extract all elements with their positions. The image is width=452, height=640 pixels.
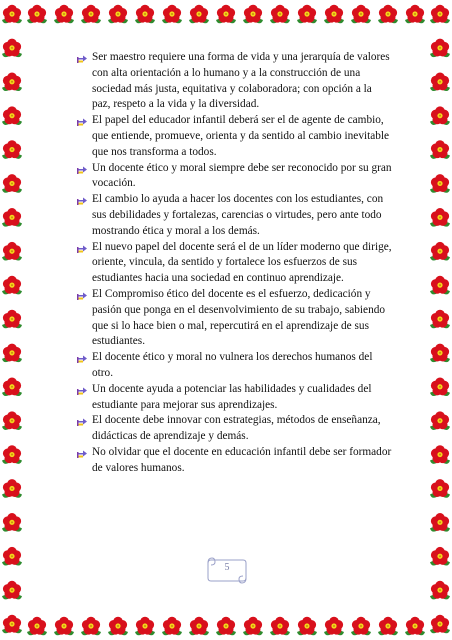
- flower-icon: [162, 617, 182, 636]
- flower-icon: [405, 617, 425, 636]
- flower-icon: [2, 106, 22, 125]
- flower-icon: [81, 617, 101, 636]
- flower-icon: [324, 5, 344, 24]
- flower-icon: [27, 617, 47, 636]
- flower-icon: [108, 5, 128, 24]
- flower-icon: [430, 581, 450, 600]
- flower-icon: [2, 310, 22, 329]
- flower-icon: [2, 276, 22, 295]
- flower-icon: [27, 5, 47, 24]
- flower-icon: [2, 479, 22, 498]
- flower-icon: [2, 39, 22, 58]
- flower-icon: [430, 479, 450, 498]
- bullet-item: [80, 350, 392, 382]
- flower-icon: [430, 310, 450, 329]
- page-number: 5: [224, 562, 230, 573]
- bullet-item: [80, 113, 392, 160]
- flower-icon: [430, 344, 450, 363]
- flower-icon: [430, 513, 450, 532]
- hand-pointer-icon: [77, 289, 89, 301]
- flower-icon: [351, 617, 371, 636]
- flower-icon: [135, 5, 155, 24]
- flower-icon: [430, 140, 450, 159]
- flower-icon: [216, 617, 236, 636]
- flower-icon: [135, 617, 155, 636]
- hand-pointer-icon: [77, 447, 89, 459]
- flower-icon: [430, 377, 450, 396]
- flower-icon: [2, 445, 22, 464]
- flower-icon: [430, 5, 450, 24]
- bullet-item: [80, 382, 392, 414]
- hand-pointer-icon: [77, 242, 89, 254]
- flower-icon: [430, 106, 450, 125]
- hand-pointer-icon: [77, 384, 89, 396]
- flower-icon: [2, 5, 22, 24]
- bullet-text: El papel del educador infantil deberá ser el de agente de cambio, que entiende, promueve, orienta y da sentido al cambio inevitable que nos transforma a todos.: [92, 114, 390, 158]
- flower-icon: [378, 5, 398, 24]
- flower-icon: [2, 174, 22, 193]
- flower-icon: [81, 5, 101, 24]
- flower-icon: [405, 5, 425, 24]
- bullet-list: [80, 50, 392, 477]
- flower-icon: [2, 513, 22, 532]
- hand-pointer-icon: [77, 194, 89, 206]
- flower-icon: [2, 242, 22, 261]
- bullet-text: Un docente ayuda a potenciar las habilidades y cualidades del estudiante para mejorar sus aprendizajes.: [92, 382, 372, 411]
- flower-icon: [2, 547, 22, 566]
- hand-pointer-icon: [77, 52, 89, 64]
- flower-icon: [430, 615, 450, 634]
- flower-icon: [2, 411, 22, 430]
- flower-icon: [430, 445, 450, 464]
- bullet-item: [80, 161, 392, 193]
- flower-icon: [351, 5, 371, 24]
- bullet-text: El nuevo papel del docente será el de un líder moderno que dirige, oriente, vincula, da sentido y fortalece los esfuerzos de sus estudiantes hacia una sociedad en continuo aprendizaje.: [92, 240, 392, 285]
- hand-pointer-icon: [77, 163, 89, 175]
- flower-icon: [54, 617, 74, 636]
- flower-icon: [2, 377, 22, 396]
- bullet-item: [80, 50, 392, 113]
- flower-icon: [2, 581, 22, 600]
- flower-icon: [54, 5, 74, 24]
- flower-icon: [297, 5, 317, 24]
- hand-pointer-icon: [77, 352, 89, 364]
- flower-icon: [2, 208, 22, 227]
- flower-icon: [430, 276, 450, 295]
- flower-icon: [216, 5, 236, 24]
- flower-icon: [2, 344, 22, 363]
- bullet-text: El cambio lo ayuda a hacer los docentes con los estudiantes, con sus debilidades y fortalezas, carencias o virtudes, pero ante todo mostrando ética y moral a los demás.: [92, 193, 384, 237]
- page-number-scroll: [205, 556, 249, 586]
- bullet-item: [80, 192, 392, 239]
- flower-icon: [430, 547, 450, 566]
- flower-icon: [378, 617, 398, 636]
- flower-icon: [430, 39, 450, 58]
- flower-icon: [324, 617, 344, 636]
- hand-pointer-icon: [77, 415, 89, 427]
- flower-icon: [189, 617, 209, 636]
- flower-icon: [2, 140, 22, 159]
- flower-icon: [2, 72, 22, 91]
- bullet-item: [80, 287, 392, 350]
- flower-icon: [430, 242, 450, 261]
- bullet-item: [80, 240, 392, 287]
- flower-icon: [162, 5, 182, 24]
- flower-icon: [430, 72, 450, 91]
- flower-icon: [270, 617, 290, 636]
- flower-icon: [2, 615, 22, 634]
- bullet-item: [80, 445, 392, 477]
- flower-icon: [430, 208, 450, 227]
- bullet-text: El Compromiso ético del docente es el esfuerzo, dedicación y pasión que ponga en el desenvolvimiento de su trabajo, sabiendo que si lo hace bien o mal, repercutirá en el aprendizaje de sus estudiantes.: [92, 287, 386, 348]
- flower-icon: [430, 411, 450, 430]
- flower-icon: [189, 5, 209, 24]
- bullet-text: Un docente ético y moral siempre debe ser reconocido por su gran vocación.: [92, 161, 392, 190]
- flower-icon: [243, 617, 263, 636]
- flower-icon: [297, 617, 317, 636]
- bullet-text: No olvidar que el docente en educación infantil debe ser formador de valores humanos.: [92, 445, 392, 474]
- bullet-text: El docente debe innovar con estrategias, métodos de enseñanza, didácticas de aprendizaje y demás.: [92, 414, 381, 443]
- flower-icon: [243, 5, 263, 24]
- flower-icon: [430, 174, 450, 193]
- flower-icon: [270, 5, 290, 24]
- bullet-text: El docente ético y moral no vulnera los derechos humanos del otro.: [92, 351, 373, 379]
- hand-pointer-icon: [77, 115, 89, 127]
- bullet-text: Ser maestro requiere una forma de vida y una jerarquía de valores con alta orientación a lo humano y a la construcción de una sociedad más justa, equitativa y colaboradora; con opción a la paz, respeto a la vida y la diversidad.: [92, 51, 390, 111]
- flower-icon: [108, 617, 128, 636]
- bullet-item: [80, 413, 392, 445]
